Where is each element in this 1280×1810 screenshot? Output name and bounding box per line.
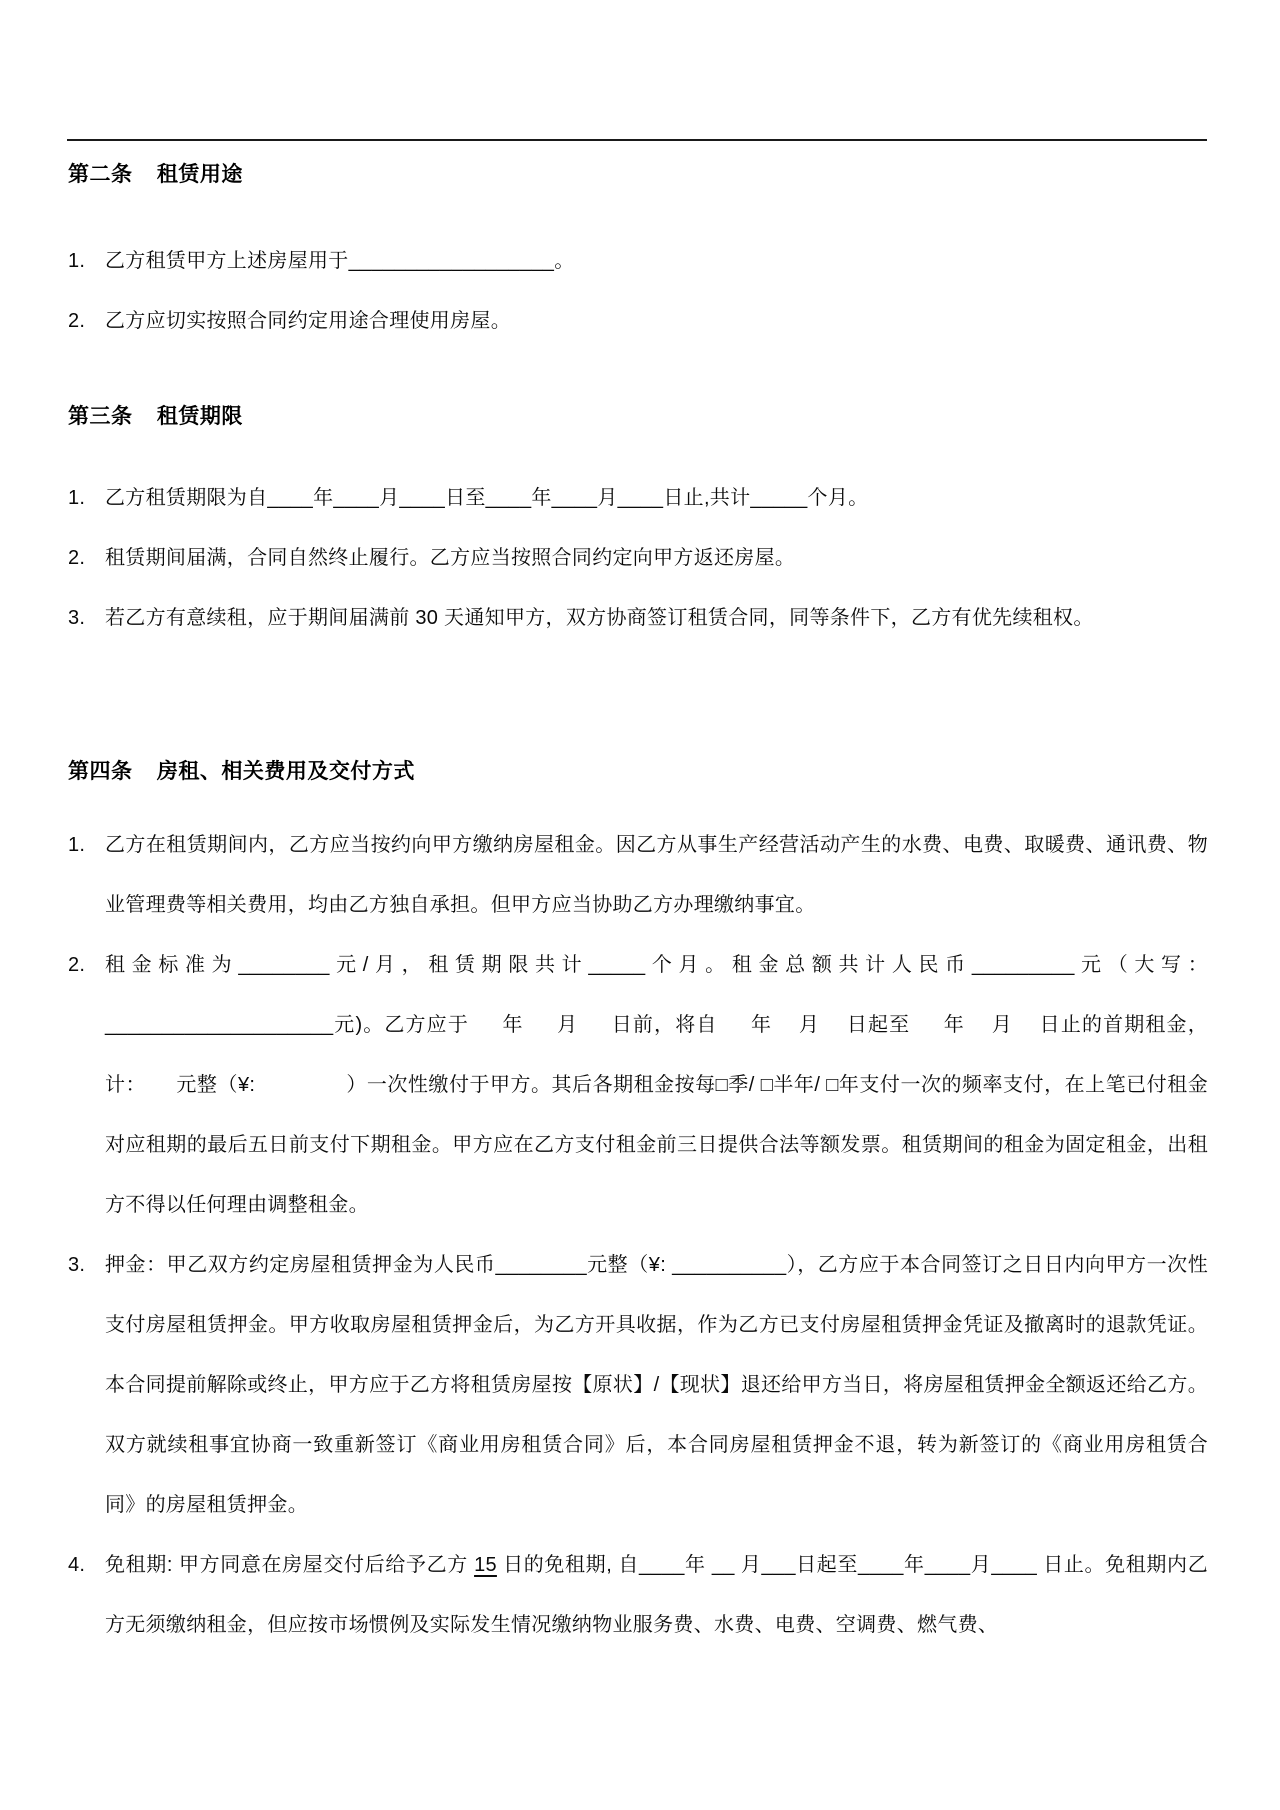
item-text: 若乙方有意续租，应于期间届满前 30 天通知甲方，双方协商签订租赁合同，同等条件下，乙方有优先续租权。 — [105, 607, 1094, 629]
list-item — [68, 588, 1208, 648]
list-item — [68, 468, 1208, 528]
item-text: 乙方应切实按照合同约定用途合理使用房屋。 — [105, 310, 511, 332]
item-text-post: 日的免租期, 自____年 __ 月___日起至____年____月____ 日止。免租期内乙方无须缴纳租金，但应按市场惯例及实际发生情况缴纳物业服务费、水费、电费、空调费、燃气费、 — [105, 1554, 1208, 1636]
item-text-pre: 免租期: 甲方同意在房屋交付后给予乙方 — [105, 1554, 475, 1576]
page-top-divider — [67, 139, 1207, 141]
article-2-items — [68, 231, 1208, 351]
rent-free-days-value: 15 — [474, 1554, 497, 1576]
item-marker: 3. — [68, 607, 86, 629]
list-item — [68, 1235, 1208, 1535]
list-item — [68, 528, 1208, 588]
article-3-heading — [68, 404, 1208, 430]
item-text: 押金：甲乙双方约定房屋租赁押金为人民币________元整（¥: __________），乙方应于本合同签订之日日内向甲方一次性支付房屋租赁押金。甲方收取房屋租赁押金后，为乙方开具收据，作为乙方已支付房屋租赁押金凭证及撤离时的退款凭证。本合同提前解除或终止，甲方应于乙方将租赁房屋按【原状】/【现状】退还给甲方当日，将房屋租赁押金全额返还给乙方。双方就续租事宜协商一致重新签订《商业用房租赁合同》后，本合同房屋租赁押金不退，转为新签订的《商业用房租赁合同》的房屋租赁押金。 — [105, 1254, 1208, 1516]
item-text: 租赁期间届满，合同自然终止履行。乙方应当按照合同约定向甲方返还房屋。 — [105, 547, 796, 569]
article-3-items — [68, 468, 1208, 648]
article-2-heading — [68, 162, 1208, 188]
item-marker: 1. — [68, 834, 86, 856]
item-marker: 4. — [68, 1554, 86, 1576]
article-4-title: 房租、相关费用及交付方式 — [156, 760, 415, 783]
article-4-heading — [68, 759, 1208, 785]
article-4-items — [68, 815, 1208, 1655]
item-marker: 3. — [68, 1254, 86, 1276]
list-item — [68, 935, 1208, 1235]
list-item — [68, 815, 1208, 935]
article-3-title: 租赁期限 — [156, 405, 243, 428]
item-text: 租金标准为________元/月，租赁期限共计_____个月。租金总额共计人民币_________元（大写：____________________元)。乙方应于 年 月 日前，将自 年 月 日起至 年 月 日止的首期租金，计： 元整（¥: ）一次性缴付于甲方。其后各期租金按每□季/ □半年/ □年支付一次的频率支付，在上笔已付租金对应租期的最后五日前支付下期租金。甲方应在乙方支付租金前三日提供合法等额发票。租赁期间的租金为固定租金，出租方不得以任何理由调整租金。 — [105, 954, 1208, 1216]
item-marker: 2. — [68, 310, 86, 332]
article-3-number: 第三条 — [68, 405, 133, 428]
item-text: 乙方在租赁期间内，乙方应当按约向甲方缴纳房屋租金。因乙方从事生产经营活动产生的水费、电费、取暖费、通讯费、物业管理费等相关费用，均由乙方独自承担。但甲方应当协助乙方办理缴纳事宜。 — [105, 834, 1208, 916]
article-2-number: 第二条 — [68, 163, 133, 186]
item-text: 乙方租赁期限为自____年____月____日至____年____月____日止,共计_____个月。 — [105, 487, 869, 509]
list-item — [68, 291, 1208, 351]
item-marker: 1. — [68, 487, 86, 509]
item-text — [105, 1554, 1208, 1636]
item-text: 乙方租赁甲方上述房屋用于__________________。 — [105, 250, 575, 272]
list-item — [68, 231, 1208, 291]
list-item — [68, 1535, 1208, 1655]
article-2-title: 租赁用途 — [156, 163, 243, 186]
item-marker: 2. — [68, 547, 86, 569]
item-marker: 2. — [68, 954, 86, 976]
article-4-number: 第四条 — [68, 760, 133, 783]
item-marker: 1. — [68, 250, 86, 272]
